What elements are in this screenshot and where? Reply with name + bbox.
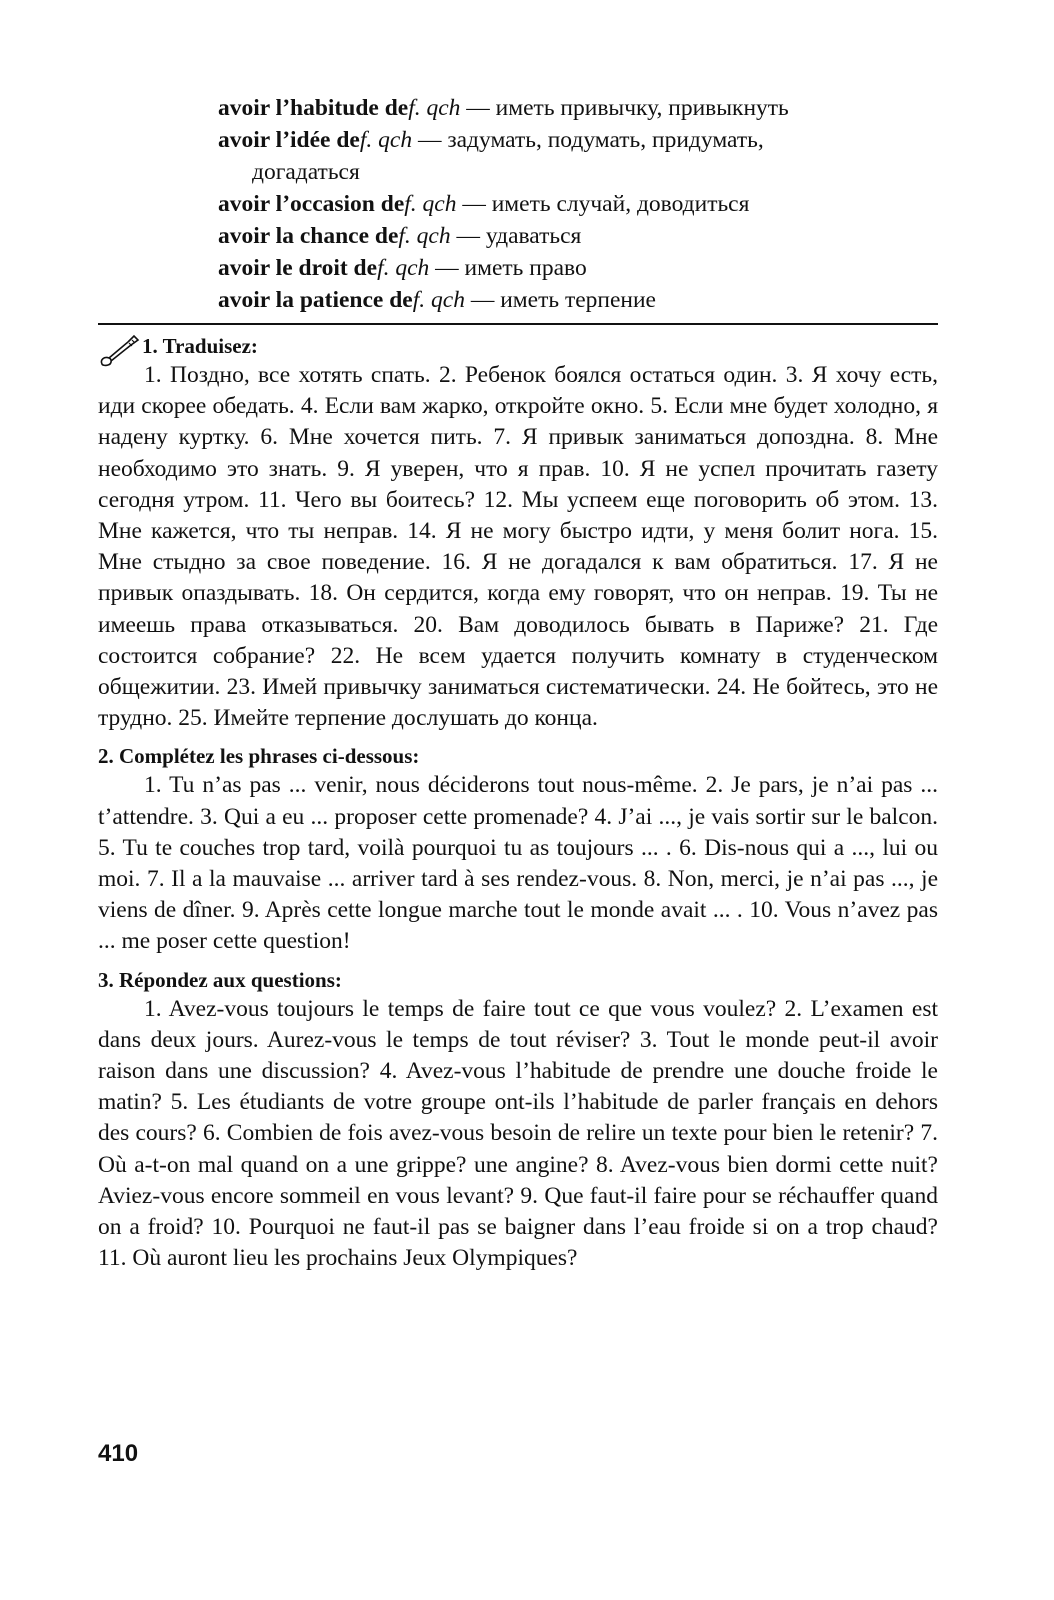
vocab-entry [218,188,938,220]
vocab-french: avoir la patience de [218,287,413,313]
vocab-russian: удаваться [485,223,582,249]
vocab-abbreviation: f. qch [398,223,451,249]
vocab-french: avoir l’idée de [218,127,360,153]
vocab-entry [218,220,938,252]
vocab-abbreviation: f. qch [408,95,461,121]
vocab-french: avoir l’habitude de [218,95,409,121]
vocab-abbreviation: f. qch [404,191,457,217]
vocab-abbreviation: f. qch [359,127,413,153]
vocab-entry [218,252,938,284]
vocab-entry-continuation [218,156,938,188]
exercise-1-heading [98,332,938,360]
vocab-dash: — [456,191,492,217]
vocab-french: avoir l’occasion de [218,191,405,217]
exercise-2-text: 1. Tu n’as pas ... venir, nous déciderons tout nous-même. 2. Je pars, je n’ai pas ... t’attendre. 3. Qui a eu ... proposer cette promenade? 4. J’ai ..., je vais sortir sur le balcon. 5. Tu te couches trop tard, voilà pourquoi tu as toujours ... . 6. Dis-nous qui a ..., lui ou moi. 7. Il a la mauvaise ... arriver tard à ses rendez-vous. 8. Non, merci, je n’ai pas ..., je viens de dîner. 9. Après cette longue marche tout le monde avait ... . 10. Vous n’avez pas ... me poser cette question! [98,772,938,955]
exercise-1-title: 1. Traduisez: [142,334,258,358]
vocab-dash: — [412,127,448,153]
exercise-1-text: 1. Поздно, все хотять спать. 2. Ребенок боялся остаться один. 3. Я хочу есть, иди скорее обедать. 4. Если вам жарко, откройте окно. 5. Если мне будет холодно, я надену куртку. 6. Мне хочется пить. 7. Я привык заниматься допоздна. 8. Мне необходимо это знать. 9. Я уверен, что я прав. 10. Я не успел прочитать газету сегодня утром. 11. Чего вы боитесь? 12. Мы успеем еще поговорить об этом. 13. Мне кажется, что ты неправ. 14. Я не могу быстро идти, у меня болит нога. 15. Мне стыдно за свое поведение. 16. Я не догадался к вам обратиться. 17. Я не привык опаздывать. 18. Он сердится, когда ему говорят, что он неправ. 19. Ты не имеешь права отказываться. 20. Вам доводилось бывать в Париже? 21. Где состоится собрание? 22. Не всем удается получить комнату в студенческом общежитии. 23. Имей привычку заниматься систематически. 24. Не бойтесь, это не трудно. 25. Имейте терпение дослушать до конца. [98,362,938,732]
hand-writing-icon [98,334,144,370]
vocab-french: avoir la chance de [218,223,399,249]
vocab-french: avoir le droit de [218,255,378,281]
section-divider [98,323,938,325]
vocab-dash: — [464,287,501,313]
vocab-abbreviation: f. qch [412,287,465,313]
vocab-entry [218,284,938,316]
exercise-3-title: 3. Répondez aux questions: [98,967,342,992]
vocab-russian: иметь терпение [500,287,656,313]
vocab-russian: задумать, подумать, придумать, [447,127,764,153]
vocabulary-list [218,92,938,316]
page-number: 410 [98,1440,139,1467]
exercises [98,332,938,1274]
vocab-russian: иметь право [464,255,587,281]
vocab-russian: догадаться [252,159,360,185]
vocab-dash: — [450,223,486,249]
vocab-entry [218,92,938,124]
vocab-russian: иметь случай, доводиться [491,191,750,217]
vocab-dash: — [429,255,465,281]
exercise-3-text: 1. Avez-vous toujours le temps de faire tout ce que vous voulez? 2. L’examen est dans deux jours. Aurez-vous le temps de tout réviser? 3. Tout le monde peut-il avoir raison dans une discussion? 4. Avez-vous l’habitude de prendre une douche froide le matin? 5. Les étudiants de votre groupe ont-ils l’habitude de parler français en dehors des cours? 6. Combien de fois avez-vous besoin de relire un texte pour bien le retenir? 7. Où a-t-on mal quand on a une grippe? une angine? 8. Avez-vous bien dormi cette nuit? Aviez-vous encore sommeil en vous levant? 9. Que faut-il faire pour se réchauffer quand on a froid? 10. Pourquoi ne faut-il pas se baigner dans l’eau froide si on a trop chaud? 11. Où auront lieu les prochains Jeux Olympiques? [98,995,938,1272]
vocab-entry [218,124,938,156]
vocab-dash: — [460,95,496,121]
exercise-2-title: 2. Complétez les phrases ci-dessous: [98,744,420,769]
vocab-russian: иметь привычку, привыкнуть [495,95,789,121]
vocab-abbreviation: f. qch [377,255,430,281]
